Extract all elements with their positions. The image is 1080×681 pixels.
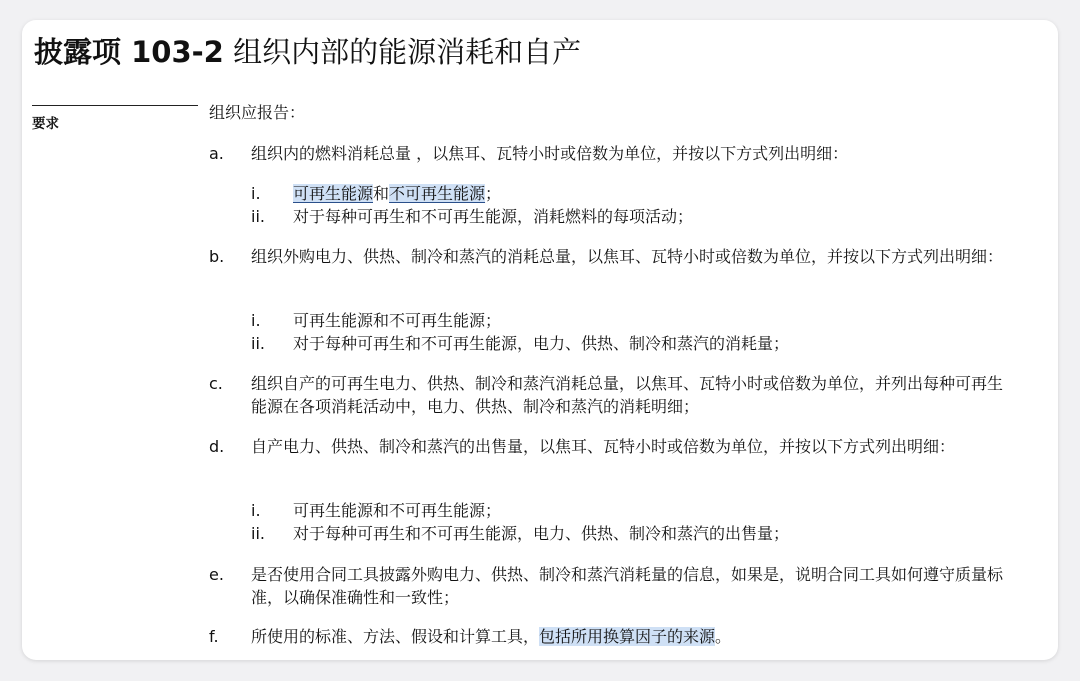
item-letter: d. bbox=[209, 437, 225, 456]
sub-text: 可再生能源和不可再生能源； bbox=[293, 311, 502, 330]
document-page bbox=[22, 20, 1058, 660]
page-title bbox=[34, 30, 581, 71]
sub-number: i. bbox=[251, 501, 261, 520]
item-text: 组织内的燃料消耗总量 ，以焦耳、瓦特小时或倍数为单位，并按以下方式列出明细： bbox=[251, 144, 849, 163]
item-text: 自产电力、供热、制冷和蒸汽的出售量，以焦耳、瓦特小时或倍数为单位，并按以下方式列出明细： bbox=[251, 437, 956, 456]
item-text bbox=[251, 625, 1011, 648]
sub-number: i. bbox=[251, 311, 261, 330]
sub-number: i. bbox=[251, 184, 261, 203]
item-f-text: 所使用的标准、方法、假设和计算工具， bbox=[251, 627, 540, 646]
item-letter: f. bbox=[209, 627, 219, 646]
sub-text: 对于每种可再生和不可再生能源，消耗燃料的每项活动； bbox=[293, 207, 694, 226]
punctuation: 。 bbox=[715, 627, 732, 646]
connector-text: 和 bbox=[373, 184, 390, 203]
disclosure-number: 披露项 103-2 bbox=[34, 35, 224, 69]
punctuation: ； bbox=[485, 184, 502, 203]
sub-text: 对于每种可再生和不可再生能源，电力、供热、制冷和蒸汽的消耗量； bbox=[293, 334, 790, 353]
item-text: 是否使用合同工具披露外购电力、供热、制冷和蒸汽消耗量的信息，如果是，说明合同工具如何遵守质量标准，以确保准确性和一致性； bbox=[251, 565, 1004, 607]
item-letter: a. bbox=[209, 144, 224, 163]
item-text: 组织自产的可再生电力、供热、制冷和蒸汽消耗总量，以焦耳、瓦特小时或倍数为单位，并列出每种可再生能源在各项消耗活动中，电力、供热、制冷和蒸汽的消耗明细； bbox=[251, 374, 1004, 416]
sub-number: ii. bbox=[251, 207, 265, 226]
item-text: 组织外购电力、供热、制冷和蒸汽的消耗总量，以焦耳、瓦特小时或倍数为单位，并按以下方式列出明细： bbox=[251, 247, 1004, 266]
highlight-renewable: 可再生能源 bbox=[293, 184, 374, 203]
highlight-nonrenewable: 不可再生能源 bbox=[389, 184, 486, 203]
sub-number: ii. bbox=[251, 334, 265, 353]
item-letter: b. bbox=[209, 247, 225, 266]
item-letter: e. bbox=[209, 565, 224, 584]
sub-text: 可再生能源和不可再生能源； bbox=[293, 501, 502, 520]
requirement-divider bbox=[32, 105, 198, 106]
highlight-conversion-factors: 包括所用换算因子的来源 bbox=[539, 627, 716, 646]
disclosure-title: 组织内部的能源消耗和自产 bbox=[233, 35, 582, 69]
sub-number: ii. bbox=[251, 524, 265, 543]
sub-text: 对于每种可再生和不可再生能源，电力、供热、制冷和蒸汽的出售量； bbox=[293, 524, 790, 543]
item-letter: c. bbox=[209, 374, 223, 393]
requirement-label: 要求 bbox=[32, 116, 59, 132]
sub-text bbox=[293, 182, 501, 205]
intro-text: 组织应报告： bbox=[209, 103, 306, 122]
